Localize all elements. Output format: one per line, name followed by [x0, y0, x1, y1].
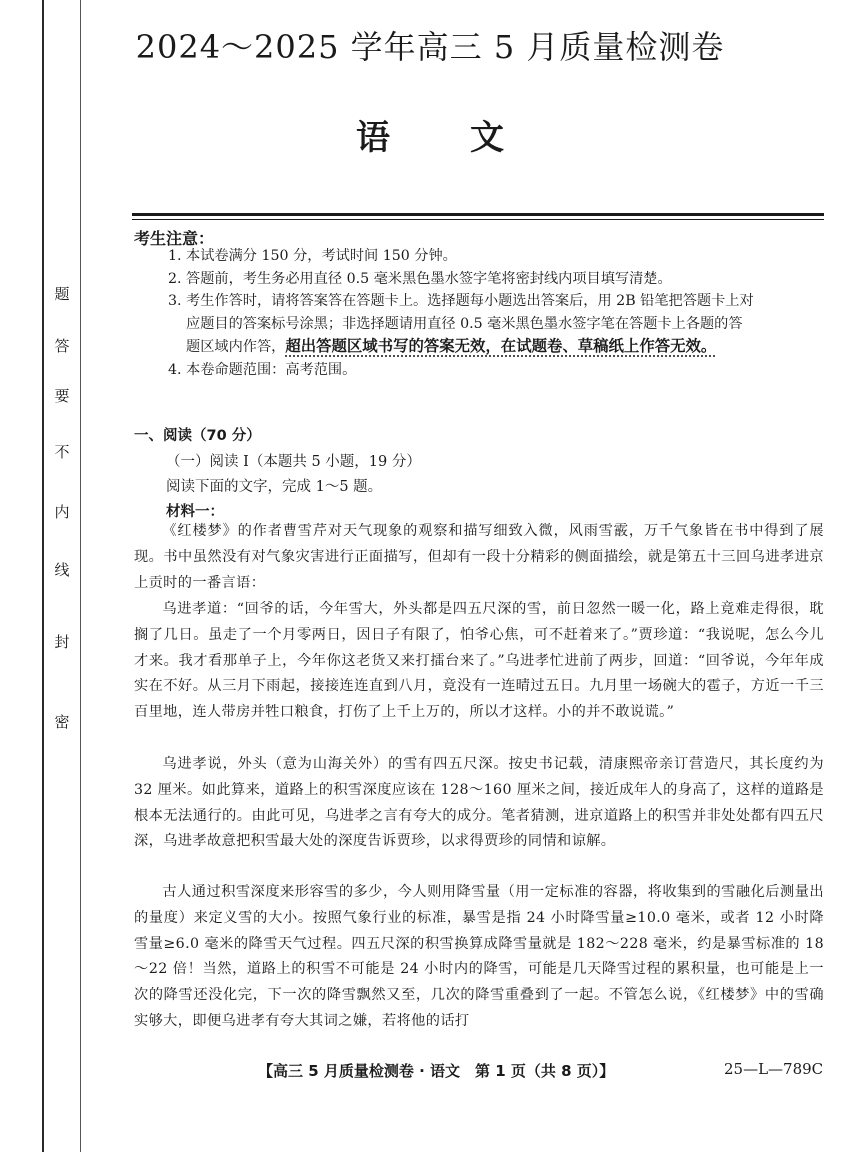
notice-list: [168, 245, 824, 382]
seal-label-yao: 要: [54, 387, 70, 405]
subject-title: [0, 110, 860, 159]
seal-label-ti: 题: [54, 285, 70, 303]
seal-label-feng: 封: [54, 633, 70, 651]
page-footer: 【高三 5 月质量检测卷 · 语文 第 1 页（共 8 页）】: [258, 1062, 615, 1080]
notice-item-4: 4. 本卷命题范围：高考范围。: [168, 361, 357, 378]
notice-item-3-line-a: 3. 考生作答时，请将答案答在答题卡上。选择题每小题选出答案后，用 2B 铅笔把答题卡上对: [168, 293, 754, 310]
seal-label-nei: 内: [54, 503, 70, 521]
notice-item-1: 1. 本试卷满分 150 分，考试时间 150 分钟。: [168, 248, 457, 264]
subject-char-1: 语: [356, 118, 390, 158]
notice-item-3: [168, 290, 824, 359]
header-rule-thin: [132, 219, 824, 220]
header-rule-thick: [132, 213, 824, 216]
exam-title: 2024～2025 学年高三 5 月质量检测卷: [135, 28, 725, 66]
paragraph-2: 乌进孝道：“回爷的话，今年雪大，外头都是四五尺深的雪，前日忽然一暖一化，路上竟难走得很，耽搁了几日。虽走了一个月零两日，因日子有限了，怕爷心焦，可不赶着来了。”贾珍道：“我说呢，怎么今儿才来。我才看那单子上，今年你这老货又来打擂台来了。”乌进孝忙进前了两步，回道：“回爷说，今年年成实在不好。从三月下雨起，接接连连直到八月，竟没有一连晴过五日。九月里一场碗大的雹子，方近一千三百里地，连人带房并牲口粮食，打伤了上千上万的，所以才这样。小的并不敢说谎。”: [134, 601, 824, 721]
seal-label-da: 答: [54, 337, 70, 355]
seal-label-mi: 密: [54, 713, 70, 731]
paragraph-1: 《红楼梦》的作者曹雪芹对天气现象的观察和描写细致入微，风雨雪霰，万千气象皆在书中得到了展现。书中虽然没有对气象灾害进行正面描写，但却有一段十分精彩的侧面描绘，就是第五十三回乌进孝进京上贡时的一番言语：: [134, 523, 824, 591]
paragraph-3: 乌进孝说，外头（意为山海关外）的雪有四五尺深。按史书记载，清康熙帝亲订营造尺，其长度约为 32 厘米。如此算来，道路上的积雪深度应该在 128～160 厘米之间，接近成年人的身高了，这样的道路是根本无法通行的。由此可见，乌进孝之言有夸大的成分。笔者猜测，进京道路上的积雪并非处处都有四五尺深，乌进孝故意把积雪最大处的深度告诉贾珍，以求得贾珍的同情和谅解。: [134, 756, 824, 850]
notice-item-2: 2. 答题前，考生务必用直径 0.5 毫米黑色墨水签字笔将密封线内项目填写清楚。: [168, 270, 672, 287]
seal-label-bu: 不: [54, 443, 70, 461]
binding-line: [42, 0, 44, 1152]
seal-label-xian: 线: [54, 561, 70, 579]
section-subheading: （一）阅读 Ⅰ（本题共 5 小题，19 分）: [166, 454, 421, 470]
section-heading: 一、阅读（70 分）: [134, 428, 261, 444]
notice-item-3-line-b: 应题目的答案标号涂黑；非选择题请用直径 0.5 毫米黑色墨水签字笔在答题卡上各题的答: [186, 315, 743, 332]
binding-line-inner: [80, 0, 81, 1152]
subject-char-2: 文: [470, 118, 504, 158]
notice-warning: 超出答题区域书写的答案无效，在试题卷、草稿纸上作答无效。: [285, 337, 717, 356]
section-instruction: 阅读下面的文字，完成 1～5 题。: [166, 479, 383, 495]
notice-item-3-line-c: 题区域内作答，超出答题区域书写的答案无效，在试题卷、草稿纸上作答无效。: [186, 337, 717, 356]
paper-code: 25—L—789C: [724, 1060, 824, 1078]
material-label: 材料一：: [166, 504, 224, 520]
paragraph-4: 古人通过积雪深度来形容雪的多少，今人则用降雪量（用一定标准的容器，将收集到的雪融化后测量出的量度）来定义雪的大小。按照气象行业的标准，暴雪是指 24 小时降雪量≥10.0 毫米，或者 12 小时降雪量≥6.0 毫米的降雪天气过程。四五尺深的积雪换算成降雪量就是 182～228 毫米，约是暴雪标准的 18～22 倍！当然，道路上的积雪不可能是 24 小时内的降雪，可能是几天降雪过程的累积量，也可能是上一次的降雪还没化完，下一次的降雪飘然又至，几次的降雪重叠到了一起。不管怎么说，《红楼梦》中的雪确实够大，即便乌进孝有夸大其词之嫌，若将他的话打: [134, 884, 824, 1029]
notice-heading: 考生注意：: [134, 229, 215, 248]
